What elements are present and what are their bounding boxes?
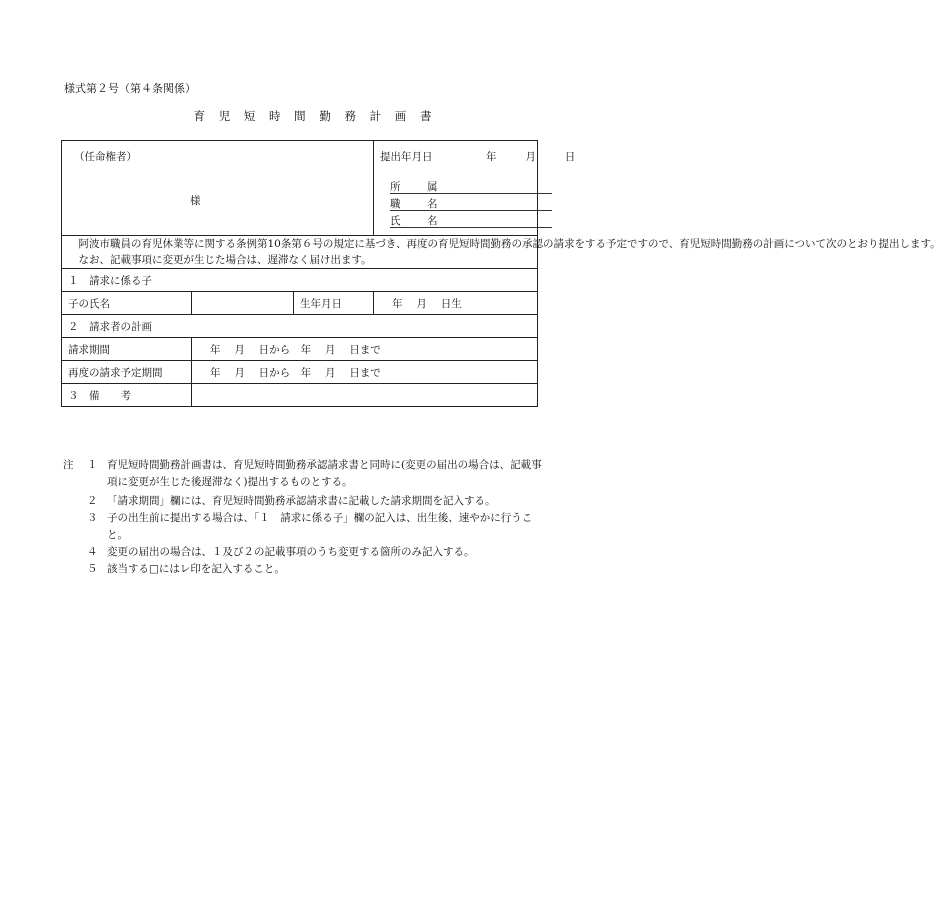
note-number: ５ [87,563,98,575]
submission-date-field[interactable] [486,149,601,164]
submission-date-label: 提出年月日 [380,151,433,163]
child-name-label: 子の氏名 [62,292,192,315]
position-label: 職 名 [390,198,446,210]
note-number: ４ [87,546,98,558]
applicant-cell [374,141,576,236]
note-text: 育児短時間勤務計画書は、育児短時間勤務承認請求書と同時に(変更の届出の場合は、記載事項に変更が生じた後遅滞なく)提出するものとする。 [107,459,542,488]
birth-date-input[interactable]: 年 月 日生 [374,292,538,315]
note-number: ２ [87,495,98,507]
note-item [63,561,543,578]
document-title: 育 児 短 時 間 勤 務 計 画 書 [193,109,437,123]
appointer-label: （任命権者） [74,151,137,163]
day-label: 日 [564,151,576,163]
note-number: ３ [87,512,98,524]
declaration-paragraph-1: 阿波市職員の育児休業等に関する条例第10条第６号の規定に基づき、再度の育児短時間勤務の承認の請求をする予定ですので、育児短時間勤務の計画について次のとおり提出します。 [78,238,941,250]
name-label: 氏 名 [390,215,446,227]
period-label: 請求期間 [62,338,192,361]
year-label: 年 [486,151,497,163]
child-name-input[interactable] [192,292,294,315]
note-text: 「請求期間」欄には、育児短時間勤務承認請求書に記載した請求期間を記入する。 [107,495,496,507]
section-1-heading: １ 請求に係る子 [62,269,538,292]
notes-label: 注 [63,459,74,471]
note-item [63,544,543,561]
appointer-honorific: 様 [190,195,201,207]
affiliation-field[interactable] [390,179,552,194]
next-period-label: 再度の請求予定期間 [62,361,192,384]
note-text: 変更の届出の場合は、１及び２の記載事項のうち変更する箇所のみ記入する。 [107,546,475,558]
next-period-input[interactable]: 年 月 日から 年 月 日まで [192,361,538,384]
birth-date-label: 生年月日 [294,292,374,315]
name-field[interactable] [390,213,552,228]
note-item [63,457,543,491]
month-label: 月 [525,151,536,163]
section-2-heading: ２ 請求者の計画 [62,315,538,338]
note-item [63,493,543,510]
note-text: 子の出生前に提出する場合は、「１ 請求に係る子」欄の記入は、出生後、速やかに行うこと。 [107,512,533,541]
appointer-cell [62,141,374,236]
note-number: １ [87,459,98,471]
declaration-paragraph-2: なお、記載事項に変更が生じた場合は、遅滞なく届け出ます。 [78,254,372,266]
declaration-cell [62,236,941,269]
period-input[interactable]: 年 月 日から 年 月 日まで [192,338,538,361]
note-item [63,510,543,544]
affiliation-label: 所 属 [390,181,446,193]
notes-section [63,457,543,578]
remarks-label: ３ 備 考 [62,384,192,407]
note-text: 該当する□にはレ印を記入すること。 [107,563,285,575]
remarks-input[interactable] [192,384,538,407]
plan-form-table [61,140,941,407]
form-number: 様式第２号（第４条関係） [64,82,196,95]
position-field[interactable] [390,196,552,211]
